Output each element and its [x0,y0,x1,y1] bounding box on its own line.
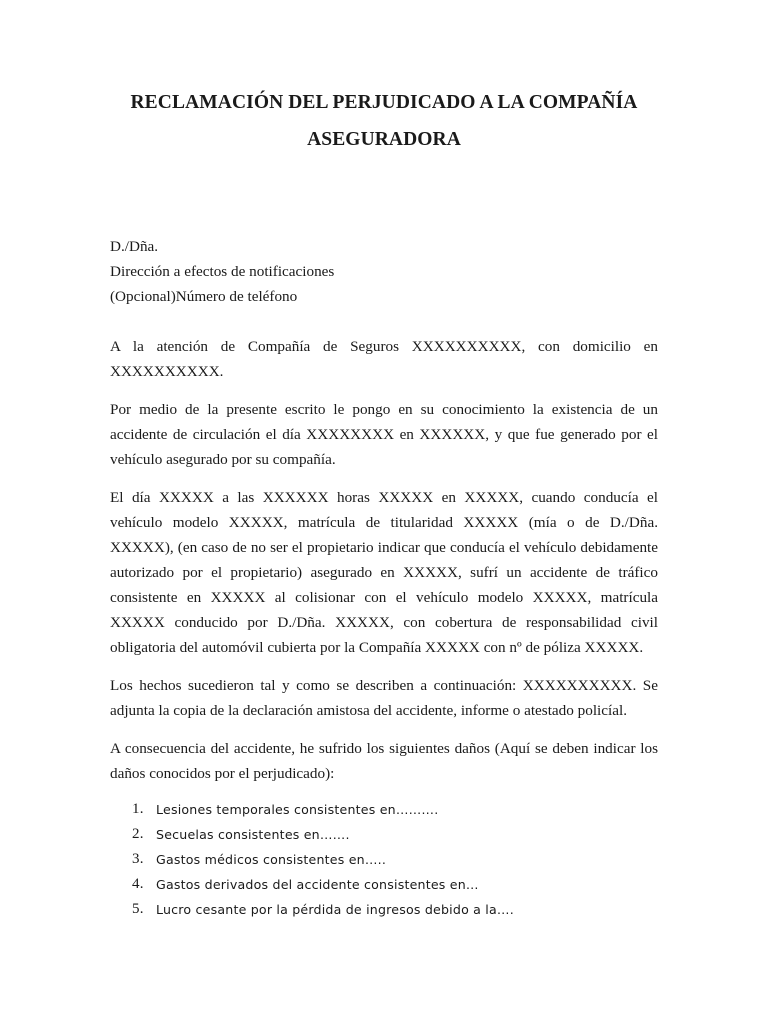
list-item-number: 3. [132,851,144,867]
damages-intro-paragraph: A consecuencia del accidente, he sufrido los siguientes daños (Aquí se deben indicar los daños conocidos por el perjudicado): [110,740,658,782]
list-item [132,797,658,822]
list-item-text: Gastos derivados del accidente consistentes en… [156,877,479,892]
damages-list [110,797,658,922]
list-item-text: Gastos médicos consistentes en….. [156,852,387,867]
recipient-paragraph: A la atención de Compañía de Seguros XXXXXXXXXX, con domicilio en XXXXXXXXXX. [110,338,658,380]
list-item [132,822,658,847]
sender-name: D./Dña. [110,238,159,255]
list-item-number: 1. [132,801,144,817]
list-item [132,847,658,872]
accident-details-paragraph: El día XXXXX a las XXXXXX horas XXXXX en XXXXX, cuando conducía el vehículo modelo XXXXX, matrícula de titularidad XXXXX (mía o de D./Dña. XXXXX), (en caso de no ser el propietario indicar que conducía el vehículo debidamente autorizado por el propietario) asegurado en XXXXX, sufrí un accidente de tráfico consistente en XXXXX al colisionar con el vehículo modelo XXXXX, matrícula XXXXX conducido por D./Dña. XXXXX, con cobertura de responsabilidad civil obligatoria del automóvil cubierta por la Compañía XXXXX con nº de póliza XXXXX. [110,489,658,656]
list-item-text: Lucro cesante por la pérdida de ingresos debido a la…. [156,902,514,917]
sender-block [110,234,658,309]
title-line-2: ASEGURADORA [307,129,461,150]
list-item-number: 5. [132,901,144,917]
list-item-number: 2. [132,826,144,842]
notice-paragraph: Por medio de la presente escrito le pongo en su conocimiento la existencia de un accidente de circulación el día XXXXXXXX en XXXXXX, y que fue generado por el vehículo asegurado por su compañía. [110,401,658,468]
sender-phone: (Opcional)Número de teléfono [110,288,298,305]
list-item [132,897,658,922]
document-title [110,84,658,158]
list-item [132,872,658,897]
list-item-text: Secuelas consistentes en……. [156,827,350,842]
document-page [110,0,658,922]
list-item-number: 4. [132,876,144,892]
sender-address: Dirección a efectos de notificaciones [110,263,335,280]
title-line-1: RECLAMACIÓN DEL PERJUDICADO A LA COMPAÑÍA [130,92,638,113]
list-item-text: Lesiones temporales consistentes en………. [156,802,439,817]
facts-paragraph: Los hechos sucedieron tal y como se describen a continuación: XXXXXXXXXX. Se adjunta la copia de la declaración amistosa del accidente, informe o atestado policíal. [110,677,658,719]
